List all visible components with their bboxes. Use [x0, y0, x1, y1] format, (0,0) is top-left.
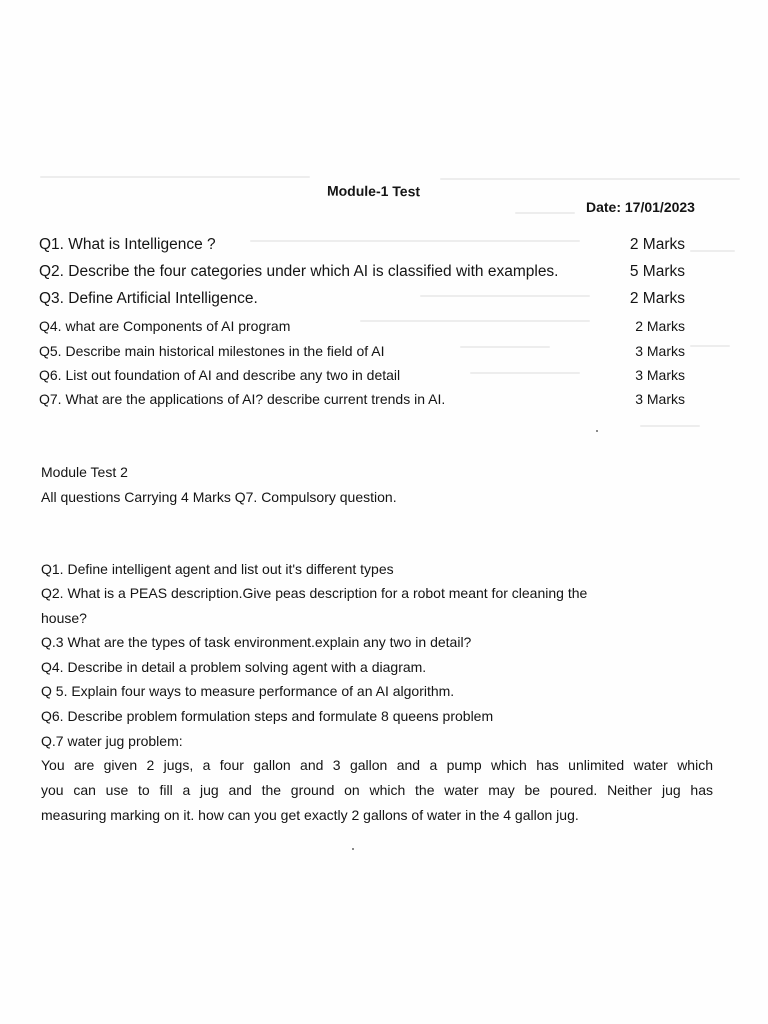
question-marks: 2 Marks: [635, 318, 685, 334]
module2-question-q2-line: Q2. What is a PEAS description.Give peas description for a robot meant for cleaning the: [41, 585, 588, 601]
module2-question-q2-line: house?: [41, 610, 87, 626]
water-jug-problem-line: measuring marking on it. how can you get exactly 2 gallons of water in the 4 gallon jug.: [41, 807, 579, 823]
question-marks: 3 Marks: [635, 391, 685, 407]
module1-title: Module-1 Test: [326, 182, 421, 200]
question-text: Q2. Describe the four categories under which AI is classified with examples.: [39, 263, 559, 280]
speck: [352, 848, 354, 850]
question-text: Q3. Define Artificial Intelligence.: [39, 290, 258, 307]
bleed-through-mark: [515, 212, 575, 214]
question-marks: 3 Marks: [635, 343, 685, 359]
question-text: Q7. What are the applications of AI? describe current trends in AI.: [39, 391, 446, 407]
question-text: Q4. what are Components of AI program: [39, 318, 291, 334]
water-jug-problem-line: you can use to fill a jug and the ground on which the water may be poured. Neither jug has: [41, 782, 713, 798]
bleed-through-mark: [250, 240, 580, 242]
question-marks: 3 Marks: [635, 367, 685, 383]
module2-question-q4: Q4. Describe in detail a problem solving agent with a diagram.: [41, 659, 427, 675]
bleed-through-mark: [690, 345, 730, 347]
bleed-through-mark: [470, 372, 580, 374]
bleed-through-mark: [420, 295, 590, 297]
bleed-through-mark: [360, 320, 590, 322]
bleed-through-mark: [640, 425, 700, 427]
module2-title: Module Test 2: [41, 464, 128, 480]
question-text: Q1. What is Intelligence ?: [39, 236, 216, 253]
question-text: Q5. Describe main historical milestones in the field of AI: [39, 343, 385, 359]
module2-question-q1: Q1. Define intelligent agent and list out it's different types: [41, 561, 394, 577]
bleed-through-mark: [440, 178, 740, 180]
bleed-through-mark: [690, 250, 735, 252]
module2-instructions: All questions Carrying 4 Marks Q7. Compulsory question.: [41, 489, 397, 505]
bleed-through-mark: [40, 176, 310, 178]
question-marks: 5 Marks: [629, 263, 685, 280]
test-date: Date: 17/01/2023: [586, 199, 695, 215]
module2-question-q3: Q.3 What are the types of task environment.explain any two in detail?: [41, 634, 472, 650]
bleed-through-mark: [460, 346, 550, 348]
module2-question-q6: Q6. Describe problem formulation steps and formulate 8 queens problem: [41, 708, 494, 724]
water-jug-problem-line: You are given 2 jugs, a four gallon and 3 gallon and a pump which has unlimited water which: [41, 757, 713, 773]
question-marks: 2 Marks: [629, 236, 685, 253]
module2-question-q5: Q 5. Explain four ways to measure performance of an AI algorithm.: [41, 683, 455, 699]
speck: [596, 430, 598, 432]
question-text: Q6. List out foundation of AI and describe any two in detail: [39, 367, 401, 383]
question-marks: 2 Marks: [629, 290, 685, 307]
module2-question-q7-title: Q.7 water jug problem:: [41, 733, 183, 749]
